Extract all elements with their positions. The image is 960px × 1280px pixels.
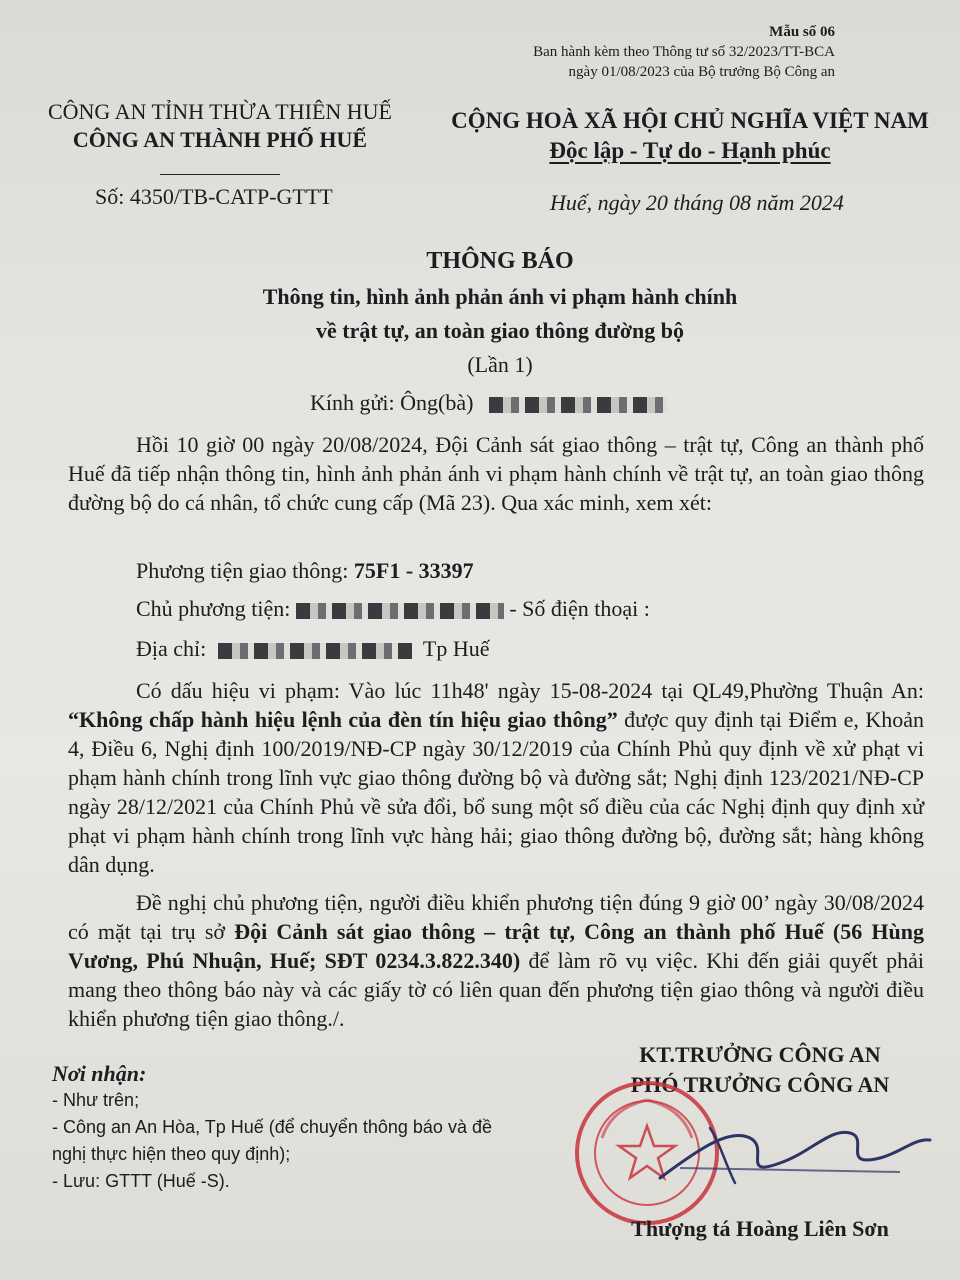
document-number: Số: 4350/TB-CATP-GTTT [95,184,333,209]
nation-header [440,106,940,166]
form-number: Mẫu số 06 [769,24,835,40]
request-office: Đội Cảnh sát giao thông – trật tự, Công an thành phố Huế (56 Hùng Vương, Phú Nhuận, Huế; SĐT 0234.3.822.340) [68,919,924,973]
form-issued-line2: ngày 01/08/2023 của Bộ trưởng Bộ Công an [568,64,835,80]
agency-header [30,98,410,182]
phone-label: - Số điện thoại : [509,596,650,621]
redacted-owner [296,603,504,619]
paragraph-request [68,888,924,1033]
signer-name: Thượng tá Hoàng Liên Sơn [631,1216,889,1241]
document-date: Huế, ngày 20 tháng 08 năm 2024 [550,190,844,215]
signature-line-2: PHÓ TRƯỞNG CÔNG AN [630,1072,890,1097]
agency-name: CÔNG AN THÀNH PHỐ HUẾ [72,127,368,152]
owner-label: Chủ phương tiện: [136,596,291,621]
recipient-label: Kính gửi: Ông(bà) [310,390,474,415]
vehicle-line [136,558,474,584]
owner-line [136,596,650,622]
recipients-block [52,1060,522,1195]
form-issued-line1: Ban hành kèm theo Thông tư số 32/2023/TT-BCA [533,44,835,60]
vehicle-plate: 75F1 - 33397 [353,558,474,583]
recipient-line [310,390,667,416]
nation-name: CỘNG HOÀ XÃ HỘI CHỦ NGHĨA VIỆT NAM [451,108,929,133]
nation-motto: Độc lập - Tự do - Hạnh phúc [549,138,831,163]
violation-title: “Không chấp hành hiệu lệnh của đèn tín hiệu giao thông” [68,707,618,732]
redacted-address [218,643,412,659]
request-text-a: Đề nghị chủ phương tiện, người điều khiển phương tiện đúng 9 giờ 00’ ngày 30/08/2024 có mặt tại trụ sở [68,890,924,944]
form-reference [495,22,835,82]
document-subtitle-2: về trật tự, an toàn giao thông đường bộ [315,318,684,343]
violation-text-a: Có dấu hiệu vi phạm: Vào lúc 11h48' ngày 15-08-2024 tại QL49,Phường Thuận An: [136,678,924,703]
paragraph-violation [68,676,924,879]
handwritten-signature [640,1108,940,1198]
agency-parent: CÔNG AN TỈNH THỪA THIÊN HUẾ [47,99,392,124]
signature-line-1: KT.TRƯỞNG CÔNG AN [639,1042,881,1067]
vehicle-label: Phương tiện giao thông: [136,558,354,583]
paragraph-intro: Hồi 10 giờ 00 ngày 20/08/2024, Đội Cảnh sát giao thông – trật tự, Công an thành phố Huế đã tiếp nhận thông tin, hình ảnh phản ánh vi phạm hành chính về trật tự, an toàn giao thông đường bộ do cá nhân, tổ chức cung cấp (Mã 23). Qua xác minh, xem xét: [68,432,924,515]
recipient-item: - Như trên; [52,1090,140,1110]
document-round: (Lần 1) [467,352,533,377]
agency-underline [160,174,280,175]
document-title: THÔNG BÁO [426,248,574,274]
address-label: Địa chỉ: [136,636,207,661]
address-city: Tp Huế [422,636,490,661]
recipient-item: - Lưu: GTTT (Huế -S). [52,1171,230,1191]
recipients-heading: Nơi nhận: [52,1061,147,1086]
document-subtitle-1: Thông tin, hình ảnh phản ánh vi phạm hành chính [262,284,738,309]
redacted-name [489,397,667,413]
violation-text-b: được quy định tại Điểm e, Khoản 4, Điều 6, Nghị định 100/2019/NĐ-CP ngày 30/12/2019 của Chính Phủ quy định về xử phạt vi phạm hành chính trong lĩnh vực giao thông đường bộ và đường sắt; Nghị định 123/2021/NĐ-CP ngày 28/12/2021 của Chính Phủ về sửa đổi, bổ sung một số điều của các Nghị định quy định xử phạt vi phạm hành chính trong lĩnh vực hàng hải; giao thông đường bộ, đường sắt; hàng không dân dụng. [68,707,924,877]
address-line [136,636,489,662]
recipient-item: - Công an An Hòa, Tp Huế (để chuyển thông báo và đề nghị thực hiện theo quy định); [52,1117,492,1164]
request-text-b: để làm rõ vụ việc. Khi đến giải quyết phải mang theo thông báo này và các giấy tờ có liên quan đến phương tiện giao thông và người điều khiển phương tiện giao thông./. [68,948,924,1031]
